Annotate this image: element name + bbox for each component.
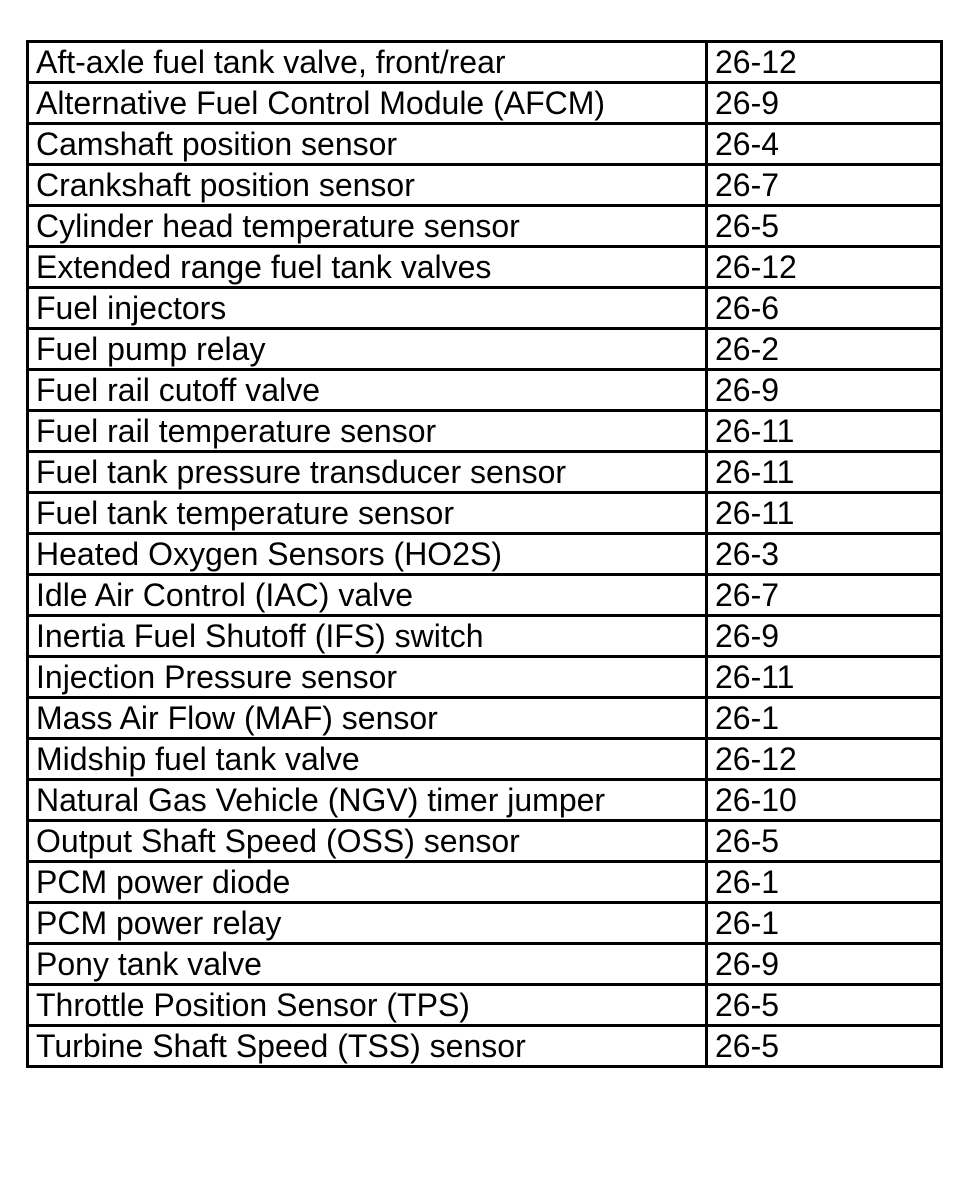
component-name-cell: Natural Gas Vehicle (NGV) timer jumper (28, 780, 707, 821)
component-name-cell: PCM power diode (28, 862, 707, 903)
table-row (28, 739, 942, 780)
table-row (28, 42, 942, 83)
component-name-cell: Fuel tank temperature sensor (28, 493, 707, 534)
component-name-cell: Fuel injectors (28, 288, 707, 329)
component-name-cell: Aft-axle fuel tank valve, front/rear (28, 42, 707, 83)
page-reference-cell: 26-11 (707, 493, 942, 534)
table-row (28, 165, 942, 206)
table-row (28, 534, 942, 575)
table-row (28, 903, 942, 944)
table-row (28, 83, 942, 124)
component-name-cell: Heated Oxygen Sensors (HO2S) (28, 534, 707, 575)
table-row (28, 124, 942, 165)
component-name-cell: Idle Air Control (IAC) valve (28, 575, 707, 616)
table-row (28, 206, 942, 247)
table-row (28, 657, 942, 698)
component-name-cell: Turbine Shaft Speed (TSS) sensor (28, 1026, 707, 1067)
page-reference-cell: 26-10 (707, 780, 942, 821)
component-name-cell: Fuel rail cutoff valve (28, 370, 707, 411)
table-row (28, 575, 942, 616)
page-reference-cell: 26-5 (707, 985, 942, 1026)
component-name-cell: Pony tank valve (28, 944, 707, 985)
page-reference-cell: 26-7 (707, 575, 942, 616)
page-reference-cell: 26-3 (707, 534, 942, 575)
component-name-cell: Fuel tank pressure transducer sensor (28, 452, 707, 493)
page-reference-cell: 26-4 (707, 124, 942, 165)
component-index-table-container (26, 40, 940, 1068)
component-name-cell: PCM power relay (28, 903, 707, 944)
page-reference-cell: 26-2 (707, 329, 942, 370)
page-reference-cell: 26-12 (707, 42, 942, 83)
page-reference-cell: 26-11 (707, 452, 942, 493)
component-name-cell: Throttle Position Sensor (TPS) (28, 985, 707, 1026)
component-name-cell: Alternative Fuel Control Module (AFCM) (28, 83, 707, 124)
page-reference-cell: 26-9 (707, 944, 942, 985)
page-reference-cell: 26-5 (707, 1026, 942, 1067)
page-reference-cell: 26-9 (707, 616, 942, 657)
table-row (28, 370, 942, 411)
table-row (28, 944, 942, 985)
component-name-cell: Inertia Fuel Shutoff (IFS) switch (28, 616, 707, 657)
table-row (28, 985, 942, 1026)
page-reference-cell: 26-5 (707, 821, 942, 862)
page-reference-cell: 26-9 (707, 83, 942, 124)
component-name-cell: Output Shaft Speed (OSS) sensor (28, 821, 707, 862)
page-reference-cell: 26-5 (707, 206, 942, 247)
component-name-cell: Fuel pump relay (28, 329, 707, 370)
table-row (28, 780, 942, 821)
page-reference-cell: 26-1 (707, 862, 942, 903)
component-name-cell: Crankshaft position sensor (28, 165, 707, 206)
table-body (28, 42, 942, 1067)
page-reference-cell: 26-6 (707, 288, 942, 329)
component-name-cell: Midship fuel tank valve (28, 739, 707, 780)
page-reference-cell: 26-1 (707, 698, 942, 739)
table-row (28, 698, 942, 739)
table-row (28, 452, 942, 493)
table-row (28, 288, 942, 329)
table-row (28, 329, 942, 370)
page-reference-cell: 26-11 (707, 657, 942, 698)
page-reference-cell: 26-12 (707, 739, 942, 780)
table-row (28, 411, 942, 452)
table-row (28, 616, 942, 657)
table-row (28, 862, 942, 903)
component-name-cell: Fuel rail temperature sensor (28, 411, 707, 452)
page-reference-cell: 26-11 (707, 411, 942, 452)
component-name-cell: Camshaft position sensor (28, 124, 707, 165)
component-name-cell: Extended range fuel tank valves (28, 247, 707, 288)
page-reference-cell: 26-7 (707, 165, 942, 206)
component-index-table (26, 40, 943, 1068)
table-row (28, 493, 942, 534)
component-name-cell: Mass Air Flow (MAF) sensor (28, 698, 707, 739)
table-row (28, 821, 942, 862)
page-reference-cell: 26-9 (707, 370, 942, 411)
table-row (28, 247, 942, 288)
table-row (28, 1026, 942, 1067)
component-name-cell: Cylinder head temperature sensor (28, 206, 707, 247)
page-reference-cell: 26-12 (707, 247, 942, 288)
component-name-cell: Injection Pressure sensor (28, 657, 707, 698)
page-reference-cell: 26-1 (707, 903, 942, 944)
